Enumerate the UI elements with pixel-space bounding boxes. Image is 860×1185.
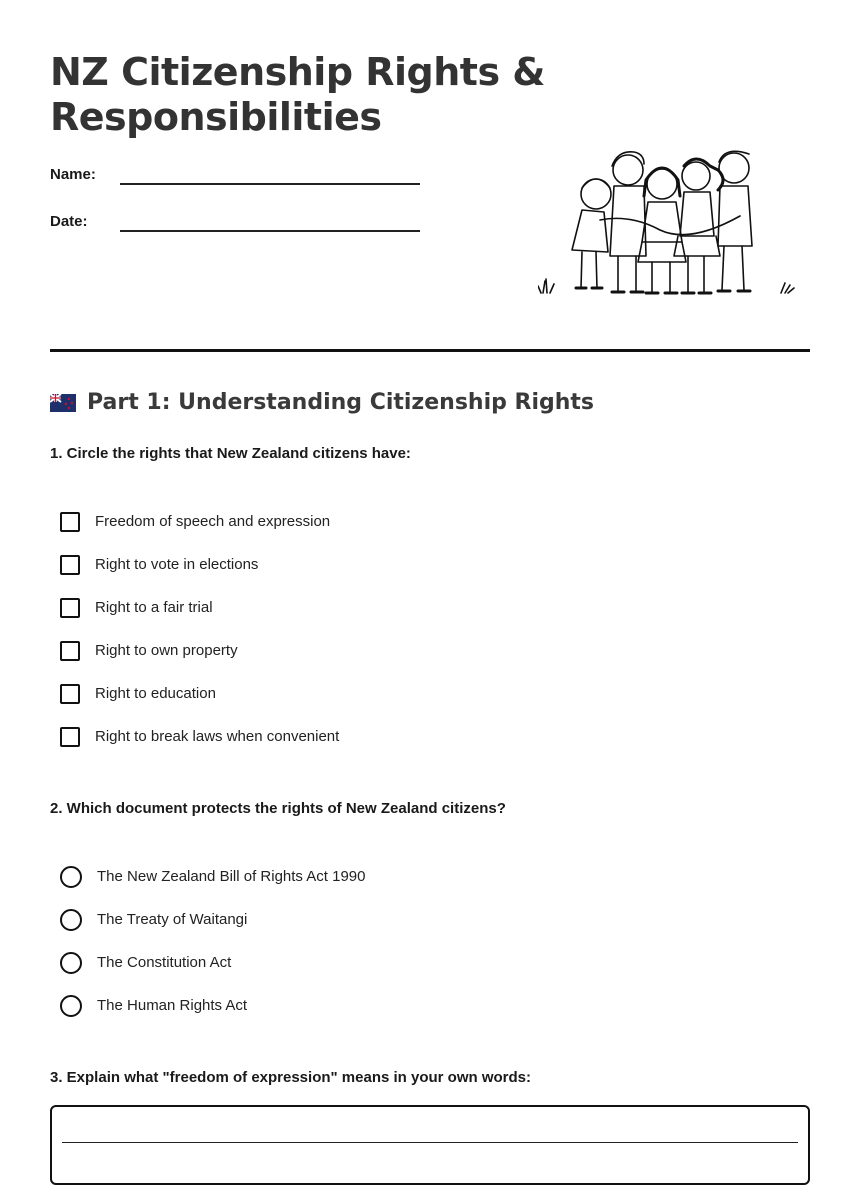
q2-option[interactable] bbox=[60, 864, 365, 890]
answer-line bbox=[62, 1142, 798, 1143]
part1-heading bbox=[50, 388, 594, 418]
question-3-prompt: 3. Explain what "freedom of expression" means in your own words: bbox=[50, 1069, 531, 1086]
name-field[interactable] bbox=[50, 165, 430, 195]
q2-option[interactable] bbox=[60, 950, 231, 976]
radio-button[interactable] bbox=[60, 995, 82, 1017]
q1-option[interactable] bbox=[60, 552, 258, 578]
nz-flag-icon bbox=[50, 394, 76, 412]
date-input-line[interactable] bbox=[120, 230, 420, 232]
option-label: The New Zealand Bill of Rights Act 1990 bbox=[97, 868, 366, 885]
name-label: Name: bbox=[50, 166, 96, 183]
option-label: Right to own property bbox=[95, 642, 238, 659]
q1-option[interactable] bbox=[60, 681, 216, 707]
children-group-illustration bbox=[538, 146, 803, 308]
question-2-prompt: 2. Which document protects the rights of New Zealand citizens? bbox=[50, 800, 506, 817]
q1-option[interactable] bbox=[60, 509, 330, 535]
option-label: Right to education bbox=[95, 685, 216, 702]
checkbox[interactable] bbox=[60, 555, 80, 575]
option-label: Right to vote in elections bbox=[95, 556, 259, 573]
q2-option[interactable] bbox=[60, 907, 247, 933]
worksheet-title: NZ Citizenship Rights & Responsibilities bbox=[50, 50, 545, 139]
q1-option[interactable] bbox=[60, 595, 213, 621]
q1-option[interactable] bbox=[60, 638, 238, 664]
option-label: The Treaty of Waitangi bbox=[97, 911, 248, 928]
date-label: Date: bbox=[50, 213, 88, 230]
option-label: Freedom of speech and expression bbox=[95, 513, 331, 530]
checkbox[interactable] bbox=[60, 512, 80, 532]
radio-button[interactable] bbox=[60, 866, 82, 888]
date-field[interactable] bbox=[50, 212, 430, 242]
checkbox[interactable] bbox=[60, 641, 80, 661]
q3-answer-box[interactable] bbox=[50, 1105, 810, 1185]
checkbox[interactable] bbox=[60, 598, 80, 618]
q1-option[interactable] bbox=[60, 724, 339, 750]
part1-heading-text: Part 1: Understanding Citizenship Rights bbox=[87, 390, 595, 415]
option-label: The Constitution Act bbox=[97, 954, 232, 971]
checkbox[interactable] bbox=[60, 684, 80, 704]
q2-option[interactable] bbox=[60, 993, 247, 1019]
question-1-prompt: 1. Circle the rights that New Zealand citizens have: bbox=[50, 445, 411, 462]
checkbox[interactable] bbox=[60, 727, 80, 747]
radio-button[interactable] bbox=[60, 909, 82, 931]
option-label: The Human Rights Act bbox=[97, 997, 248, 1014]
name-input-line[interactable] bbox=[120, 183, 420, 185]
option-label: Right to break laws when convenient bbox=[95, 728, 340, 745]
option-label: Right to a fair trial bbox=[95, 599, 213, 616]
section-divider bbox=[50, 349, 810, 352]
radio-button[interactable] bbox=[60, 952, 82, 974]
